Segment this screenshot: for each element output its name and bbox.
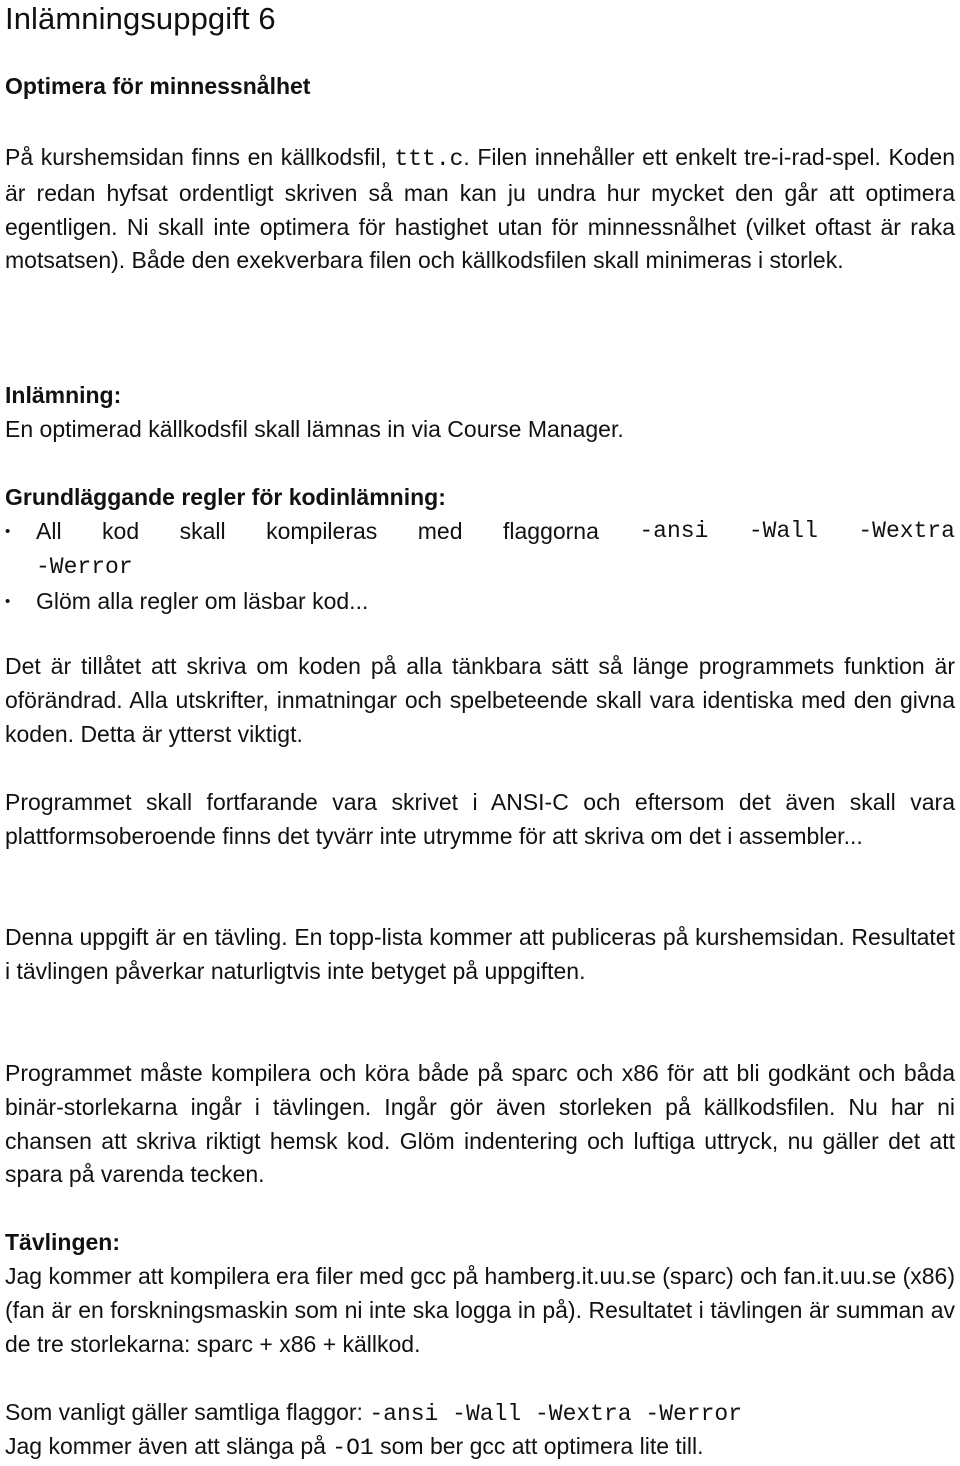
intro-text-start: På kurshemsidan finns en källkodsfil, xyxy=(5,144,395,170)
rule-item-flags xyxy=(5,515,955,585)
rule-readability-text: Glöm alla regler om läsbar kod... xyxy=(36,587,369,614)
closing-flags-line xyxy=(5,1396,955,1432)
contest-heading: Tävlingen: xyxy=(5,1229,121,1255)
bullet-icon: • xyxy=(5,592,11,610)
closing-flags-code: -ansi -Wall -Wextra -Werror xyxy=(369,1401,743,1427)
page-title: Inlämningsuppgift 6 xyxy=(5,1,276,36)
closing-o1-flag: -O1 xyxy=(332,1435,374,1461)
paragraph-competition: Denna uppgift är en tävling. En topp-lista kommer att publiceras på kurshemsidan. Resultatet i tävlingen påverkar naturligtvis inte betyget på uppgiften. xyxy=(5,924,955,984)
submission-text: En optimerad källkodsfil skall lämnas in via Course Manager. xyxy=(5,416,624,442)
rules-list xyxy=(5,515,955,618)
intro-text-rest: . Filen innehåller ett enkelt tre-i-rad-spel. Koden är redan hyfsat ordentligt skriven så man kan ju undra hur mycket den går att optimera egentligen. Ni skall inte optimera för hastighet utan för minnessnålhet (vilket oftast är raka motsatsen). Både den exekverbara filen och källkodsfilen skall minimeras i storlek. xyxy=(5,144,955,274)
closing-flags-text: Som vanligt gäller samtliga flaggor: xyxy=(5,1399,370,1425)
rule-flags-word-2: kod xyxy=(102,518,140,544)
rule-flags-word-4: kompileras xyxy=(266,518,378,544)
contest-text: Jag kommer att kompilera era filer med gcc på hamberg.it.uu.se (sparc) och fan.it.uu.se (x86) (fan är en forskningsmaskin som ni inte ska logga in på). Resultatet i tävlingen är summan av de tre storlekarna: sparc + x86 + källkod. xyxy=(5,1263,955,1357)
flag-werror: -Werror xyxy=(36,553,133,580)
closing-optimize-text-start: Jag kommer även att slänga på xyxy=(5,1433,333,1459)
section-heading-optimize: Optimera för minnessnålhet xyxy=(5,73,311,99)
flag-wextra: -Wextra xyxy=(858,518,955,544)
paragraph-rewrite: Det är tillåtet att skriva om koden på alla tänkbara sätt så länge programmets funktion är oförändrad. Alla utskrifter, inmatningar och spelbeteende skall vara identiska med den givna koden. Detta är ytterst viktigt. xyxy=(5,653,955,747)
closing-optimize-text-end: som ber gcc att optimera lite till. xyxy=(373,1433,704,1459)
rule-flags-word-5: med xyxy=(417,518,463,544)
closing-optimize-line xyxy=(5,1430,955,1466)
submission-heading: Inlämning: xyxy=(5,382,122,408)
rule-item-readability xyxy=(5,585,955,619)
paragraph-platforms: Programmet måste kompilera och köra både på sparc och x86 för att bli godkänt och båda binär-storlekarna ingår i tävlingen. Ingår gör även storleken på källkodsfilen. Nu har ni chansen att skriva riktigt hemsk kod. Glöm indentering och luftiga uttryck, nu gäller det att spara på varenda tecken. xyxy=(5,1060,955,1188)
source-filename: ttt.c xyxy=(394,146,464,172)
rule-flags-word-6: flaggorna xyxy=(502,518,599,544)
paragraph-ansi-c: Programmet skall fortfarande vara skrivet i ANSI-C och eftersom det även skall vara plattformsoberoende finns det tyvärr inte utrymme för att skriva om det i assembler... xyxy=(5,789,955,849)
rules-heading: Grundläggande regler för kodinlämning: xyxy=(5,484,446,510)
flag-ansi: -ansi xyxy=(639,518,709,544)
intro-paragraph xyxy=(5,141,955,278)
bullet-icon: • xyxy=(5,523,11,540)
rule-flags-word-3: skall xyxy=(179,518,226,544)
rule-flags-word-1: All xyxy=(36,518,62,544)
flag-wall: -Wall xyxy=(748,518,818,544)
